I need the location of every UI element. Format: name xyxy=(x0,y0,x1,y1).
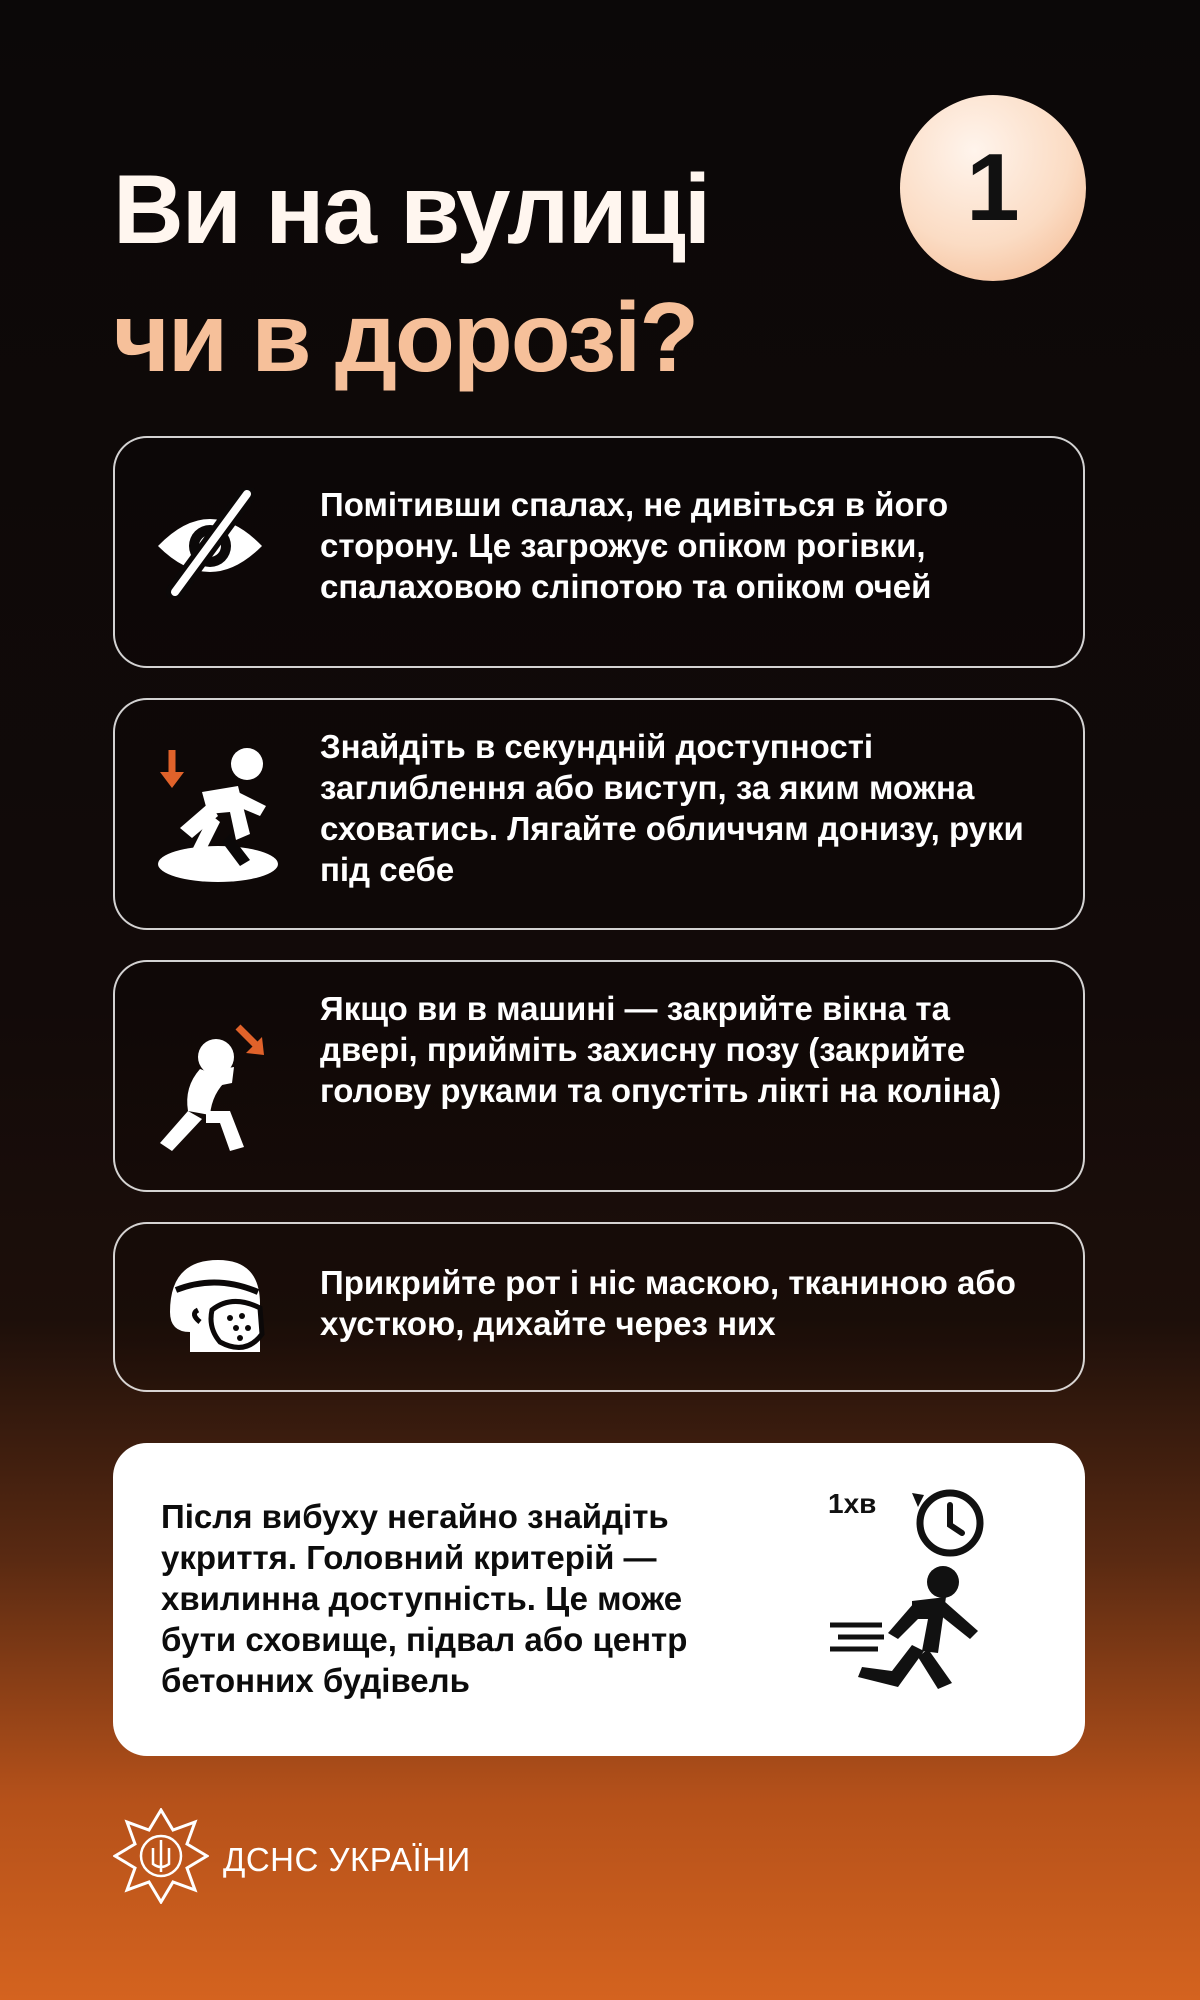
tip-card-take-cover xyxy=(113,698,1085,930)
tip-text: Прикрийте рот і ніс маскою, тканиною або хусткою, дихайте через них xyxy=(320,1264,1016,1342)
tip-text: Знайдіть в секундній доступності заглиблення або виступ, за яким можна сховатись. Лягайте обличчям донизу, руки під себе xyxy=(320,728,1024,888)
tip-card-in-car xyxy=(113,960,1085,1192)
tip-card-flash xyxy=(113,436,1085,668)
dsns-emblem-icon xyxy=(113,1808,209,1909)
timer-label: 1хв xyxy=(828,1488,877,1519)
step-number-badge: 1 xyxy=(900,95,1086,281)
footer xyxy=(113,1808,713,1908)
title-line-1: Ви на вулиці xyxy=(113,154,710,264)
notice-text: Після вибуху негайно знайдіть укриття. Головний критерій — хвилинна доступність. Це може бути сховище, підвал або центр бетонних будівель xyxy=(161,1498,688,1699)
protective-pose-icon xyxy=(150,1007,280,1162)
face-mask-icon xyxy=(150,1252,280,1367)
eye-crossed-icon xyxy=(150,488,270,603)
running-person-timer-icon xyxy=(828,1473,1028,1718)
title-line-2: чи в дорозі? xyxy=(113,282,698,392)
org-name: ДСНС УКРАЇНИ xyxy=(223,1841,471,1878)
tip-card-mask xyxy=(113,1222,1085,1392)
page-title xyxy=(113,145,709,401)
after-explosion-notice xyxy=(113,1443,1085,1756)
tip-text: Якщо ви в машині — закрийте вікна та двері, прийміть захисну позу (закрийте голову руками та опустіть лікті на коліна) xyxy=(320,990,1002,1109)
tip-text: Помітивши спалах, не дивіться в його сторону. Це загрожує опіком рогівки, спалаховою сліпотою та опіком очей xyxy=(320,486,949,605)
person-drop-down-icon xyxy=(150,742,280,897)
